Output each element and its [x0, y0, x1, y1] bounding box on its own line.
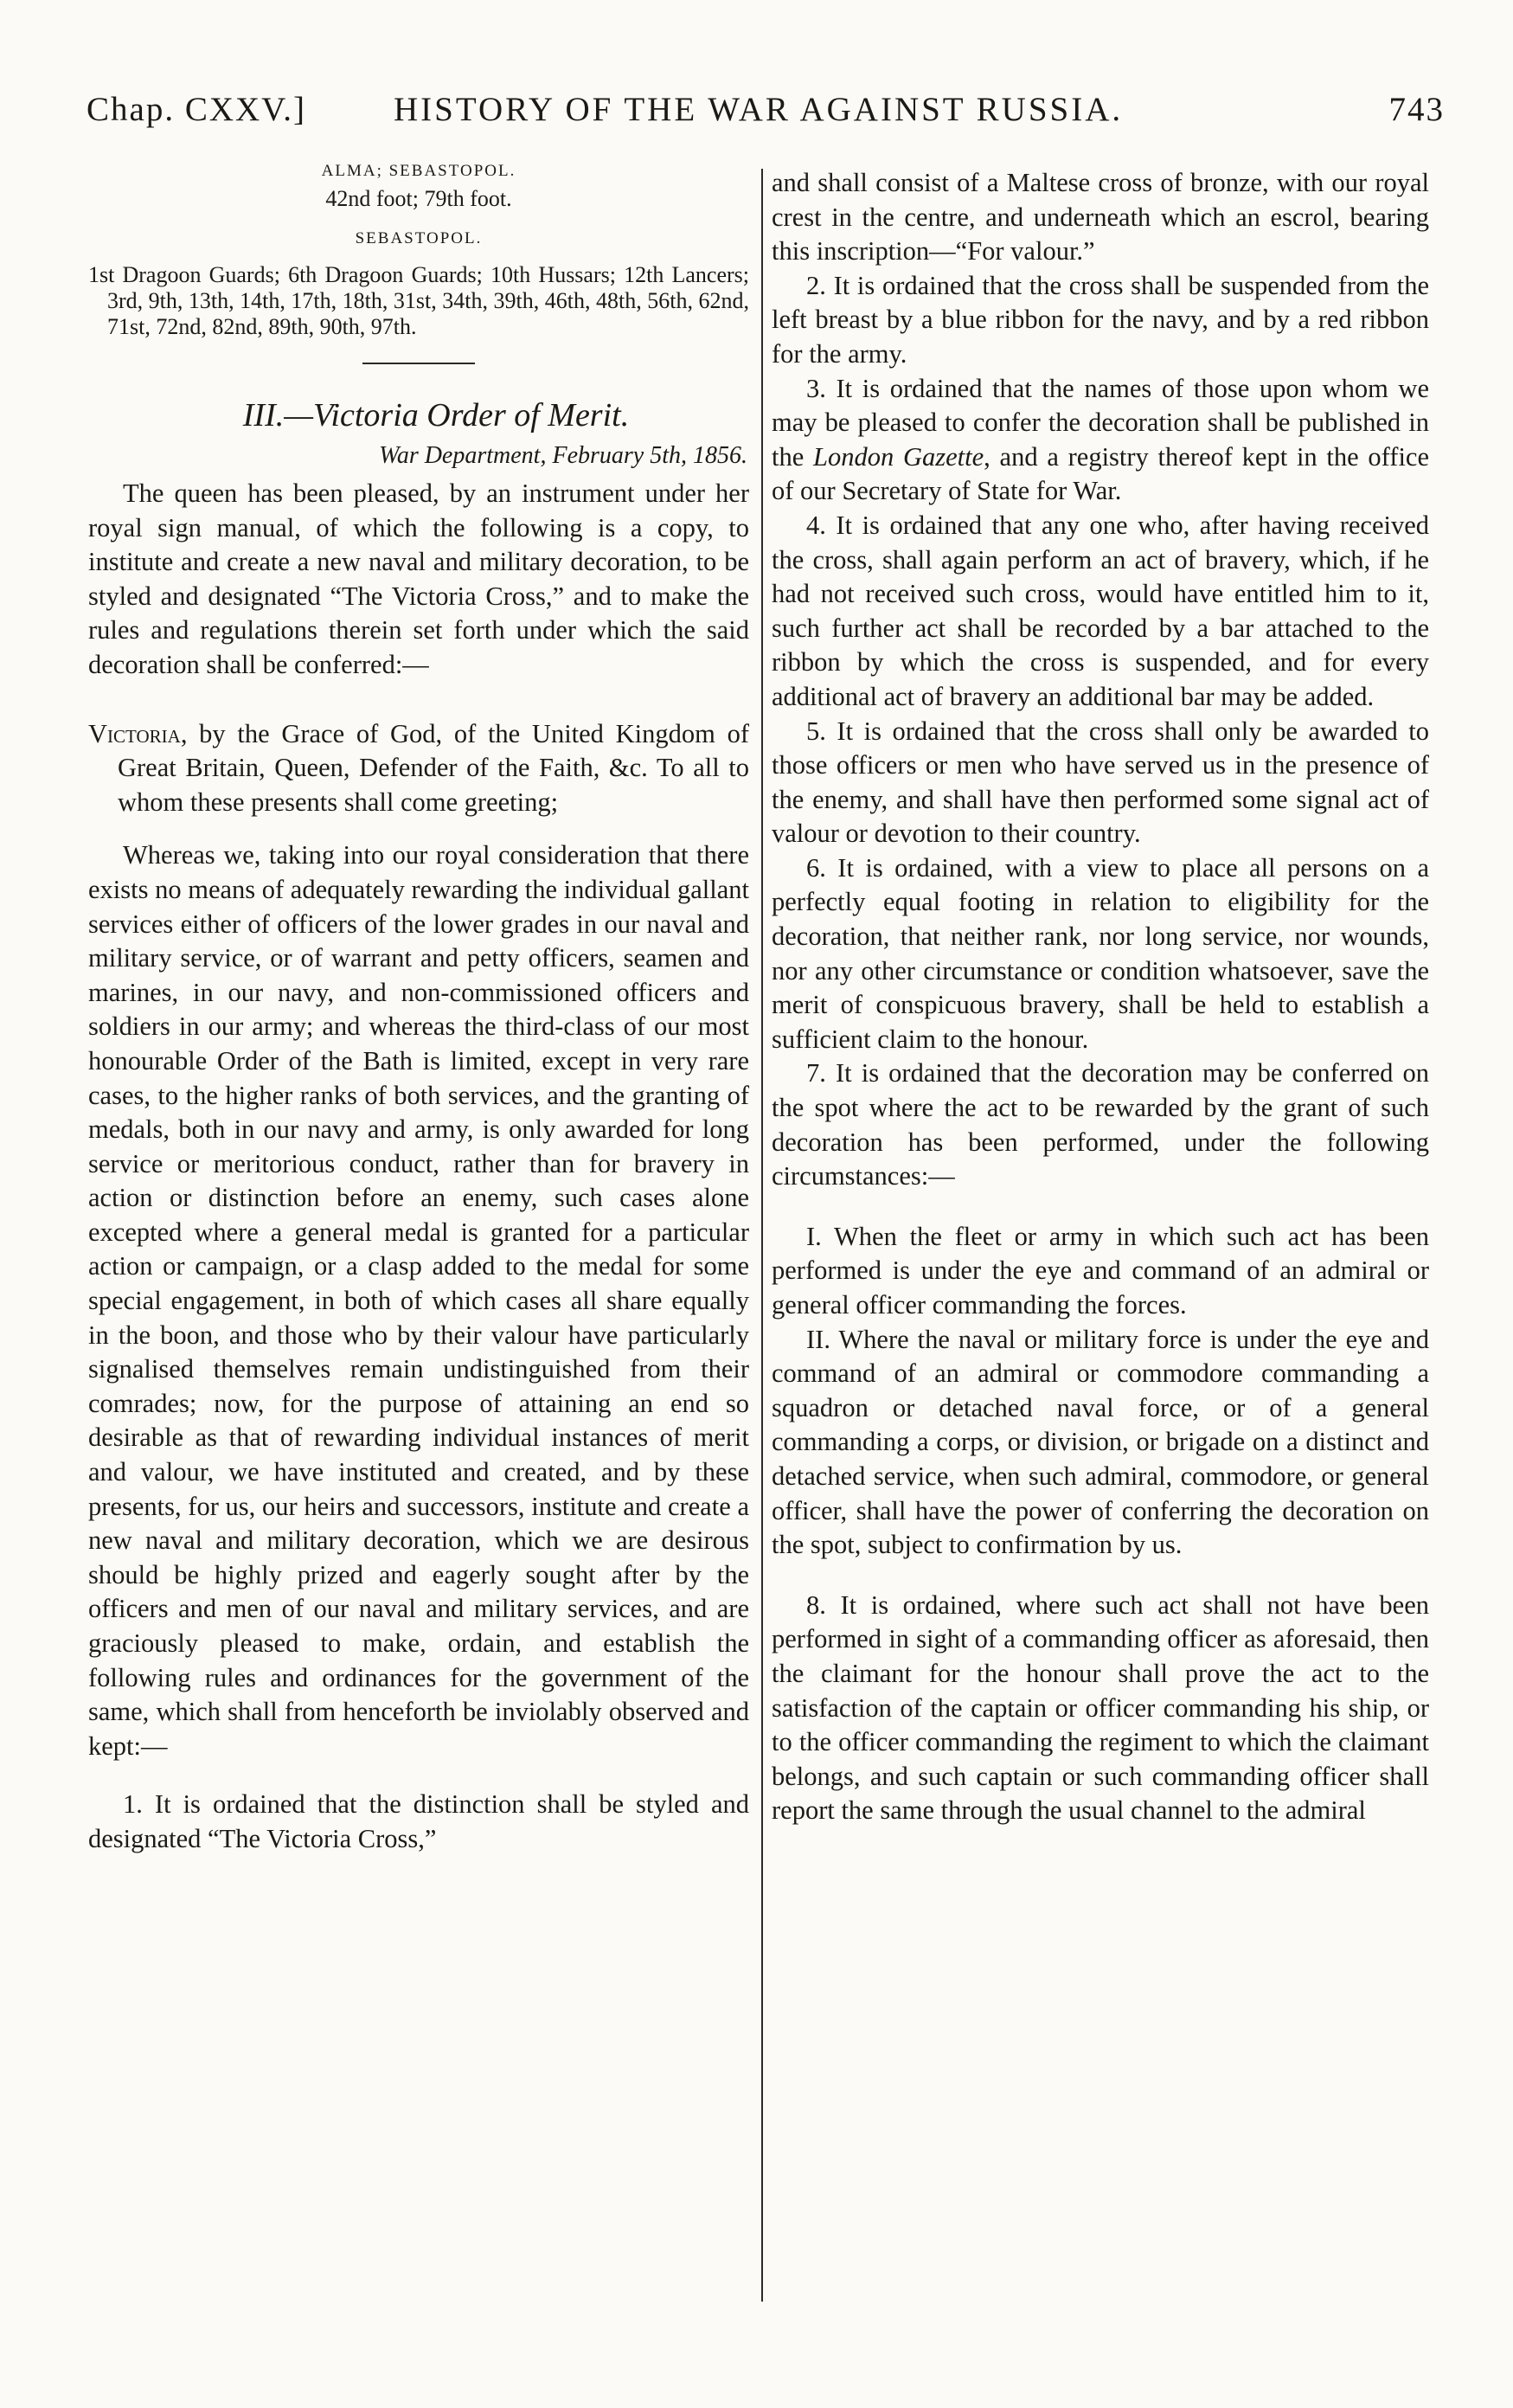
running-title: HISTORY OF THE WAR AGAINST RUSSIA.	[394, 91, 1124, 128]
rule-7: 7. It is ordained that the decoration may be conferred on the spot where the act to be rewarded by the grant of such decoration has been performed, under the following circumstances:—	[772, 1058, 1429, 1191]
circumstance-2: II. Where the naval or military force is under the eye and command of an admiral or commodore commanding a squadron or detached naval force, or of a general commanding a corps, or division, or brigade on a distinct and detached service, when such admiral, commodore, or general officer, shall have the power of conferring the decoration on the spot, subject to confirmation by us.	[772, 1324, 1429, 1560]
section-rule	[362, 363, 475, 364]
proclamation-paragraph	[88, 717, 749, 820]
section-title: III.—Victoria Order of Merit.	[242, 397, 630, 433]
rule-4: 4. It is ordained that any one who, after having received the cross, shall again perform an act of bravery, which, if he had not received such cross, would have entitled him to it, such further act shall be recorded by a bar attached to the ribbon by which the cross is suspended, and for every additional act of bravery an additional bar may be added.	[772, 510, 1429, 711]
rule-3-text: 3. It is ordained that the names of those upon whom we may be pleased to confer the decoration shall be published in the	[772, 373, 1429, 472]
rule-1-end: and shall consist of a Maltese cross of bronze, with our royal crest in the centre, and underneath which an escrol, bearing this inscription—“For valour.”	[772, 168, 1429, 266]
honours-list: 1st Dragoon Guards; 6th Dragoon Guards; 10th Hussars; 12th Lancers; 3rd, 9th, 13th, 14th, 17th, 18th, 31st, 34th, 39th, 46th, 48th, 56th, 62nd, 71st, 72nd, 82nd, 89th, 90th, 97th.	[88, 262, 749, 339]
rule-8: 8. It is ordained, where such act shall not have been performed in sight of a commanding officer as aforesaid, then the claimant for the honour shall prove the act to the satisfaction of the captain or officer commanding his ship, or to the officer commanding the regiment to which the claimant belongs, and such captain or such commanding officer shall report the same through the usual channel to the admiral	[772, 1589, 1429, 1826]
column-divider	[761, 169, 763, 2302]
rule-1-start: 1. It is ordained that the distinction shall be styled and designated “The Victoria Cross,”	[88, 1789, 749, 1853]
intro-paragraph: The queen has been pleased, by an instrument under her royal sign manual, of which the following is a copy, to institute and create a new naval and military decoration, to be styled and designated “The Victoria Cross,” and to make the rules and regulations therein set forth under which the said decoration shall be conferred:—	[88, 478, 749, 679]
chapter-label: Chap. CXXV.]	[87, 91, 307, 128]
rule-3	[772, 372, 1429, 509]
honours-heading-sebastopol: SEBASTOPOL.	[355, 229, 483, 247]
rule-5: 5. It is ordained that the cross shall only be awarded to those officers or men who have served us in the presence of the enemy, and shall have then performed some signal act of valour or devotion to their country.	[772, 716, 1429, 849]
whereas-paragraph: Whereas we, taking into our royal consideration that there exists no means of adequately rewarding the individual gallant services either of officers of the lower grades in our naval and military service, or of warrant and petty officers, seamen and marines, in our navy, and non-commissioned officers and soldiers in our army; and whereas the third-class of our most honourable Order of the Bath is limited, except in very rare cases, to the higher ranks of both services, and the granting of medals, both in our navy and army, is only awarded for long service or meritorious conduct, rather than for bravery in action or distinction before an enemy, such cases alone excepted where a general medal is granted for a particular action or campaign, or a clasp added to the medal for some special engagement, in both of which cases all share equally in the boon, and those who by their valour have particularly signalised themselves remain undistinguished from their comrades; now, for the purpose of attaining an end so desirable as that of rewarding individual instances of merit and valour, we have instituted and created, and by these presents, for us, our heirs and successors, institute and create a new naval and military decoration, which we are desirous should be highly prized and eagerly sought after by the officers and men of our naval and military services, and are graciously pleased to make, ordain, and establish the following rules and ordinances for the government of the same, which shall from henceforth be inviolably observed and kept:—	[88, 840, 749, 1761]
rule-2: 2. It is ordained that the cross shall be suspended from the left breast by a blue ribbon for the navy, and by a red ribbon for the army.	[772, 270, 1429, 369]
honours-heading-alma: ALMA; SEBASTOPOL.	[321, 162, 516, 180]
right-column	[772, 166, 1429, 1828]
proclamation-text: , by the Grace of God, of the United Kingdom of Great Britain, Queen, Defender of the Faith, &c. To all to whom these presents shall come greeting;	[118, 718, 749, 817]
dateline: War Department, February 5th, 1856.	[379, 442, 747, 469]
page-number: 743	[1388, 91, 1445, 128]
rule-3-text-end: , and a registry thereof kept in the office of our Secretary of State for War.	[772, 441, 1429, 506]
left-column	[88, 160, 749, 1857]
circumstance-1: I. When the fleet or army in which such act has been performed is under the eye and command of an admiral or general officer commanding the forces.	[772, 1221, 1429, 1320]
proclamation-name: Victoria	[88, 718, 181, 748]
honours-line: 42nd foot; 79th foot.	[325, 186, 512, 211]
rule-6: 6. It is ordained, with a view to place all persons on a perfectly equal footing in relation to eligibility for the decoration, that neither rank, nor long service, nor wounds, nor any other circumstance or condition whatsoever, save the merit of conspicuous bravery, shall be held to establish a sufficient claim to the honour.	[772, 852, 1429, 1054]
london-gazette: London Gazette	[813, 441, 984, 472]
page-header	[87, 90, 1445, 133]
